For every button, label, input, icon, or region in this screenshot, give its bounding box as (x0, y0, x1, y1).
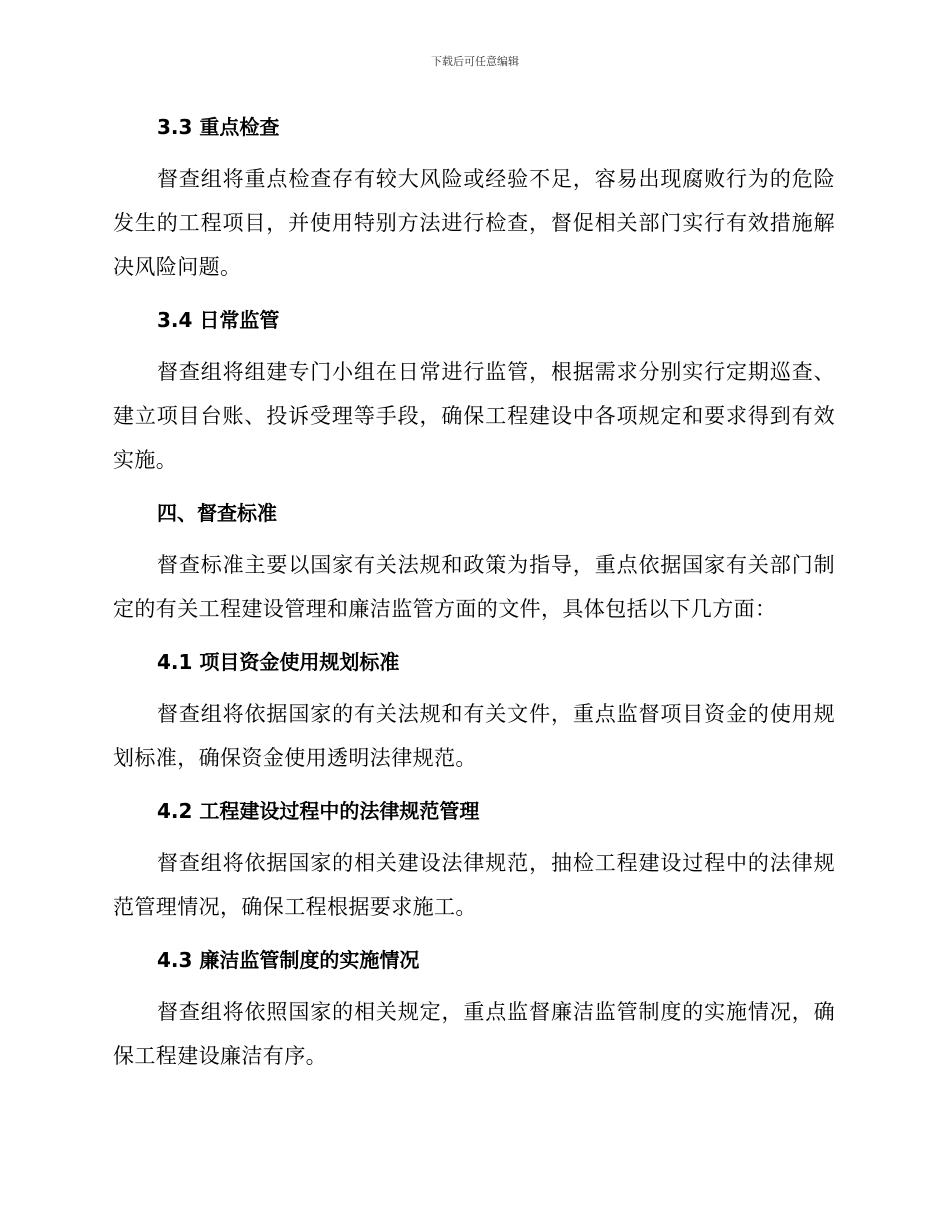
section-heading-4: 四、督查标准 (157, 501, 277, 525)
section-heading-3-3: 3.3 重点检查 (157, 115, 280, 139)
section-paragraph-3-3: 督查组将重点检查存有较大风险或经验不足，容易出现腐败行为的危险发生的工程项目，并使用特别方法进行检查，督促相关部门实行有效措施解决风险问题。 (113, 167, 835, 279)
section-paragraph-4-3: 督查组将依照国家的相关规定，重点监督廉洁监管制度的实施情况，确保工程建设廉洁有序。 (113, 1000, 835, 1068)
section-heading-3-4: 3.4 日常监管 (157, 308, 280, 332)
section-heading-4-2: 4.2 工程建设过程中的法律规范管理 (157, 799, 480, 823)
page-header: 下载后可任意编辑 (431, 55, 519, 68)
section-paragraph-3-4: 督查组将组建专门小组在日常进行监管，根据需求分别实行定期巡查、建立项目台账、投诉受理等手段，确保工程建设中各项规定和要求得到有效实施。 (113, 360, 835, 472)
section-paragraph-4-2: 督查组将依据国家的相关建设法律规范，抽检工程建设过程中的法律规范管理情况，确保工程根据要求施工。 (113, 851, 835, 919)
section-paragraph-4-1: 督查组将依据国家的有关法规和有关文件，重点监督项目资金的使用规划标准，确保资金使用透明法律规范。 (113, 702, 835, 770)
section-heading-4-3: 4.3 廉洁监管制度的实施情况 (157, 948, 420, 972)
section-paragraph-4: 督查标准主要以国家有关法规和政策为指导，重点依据国家有关部门制定的有关工程建设管理和廉洁监管方面的文件，具体包括以下几方面： (113, 553, 835, 621)
document-body (113, 105, 835, 1087)
section-heading-4-1: 4.1 项目资金使用规划标准 (157, 650, 400, 674)
